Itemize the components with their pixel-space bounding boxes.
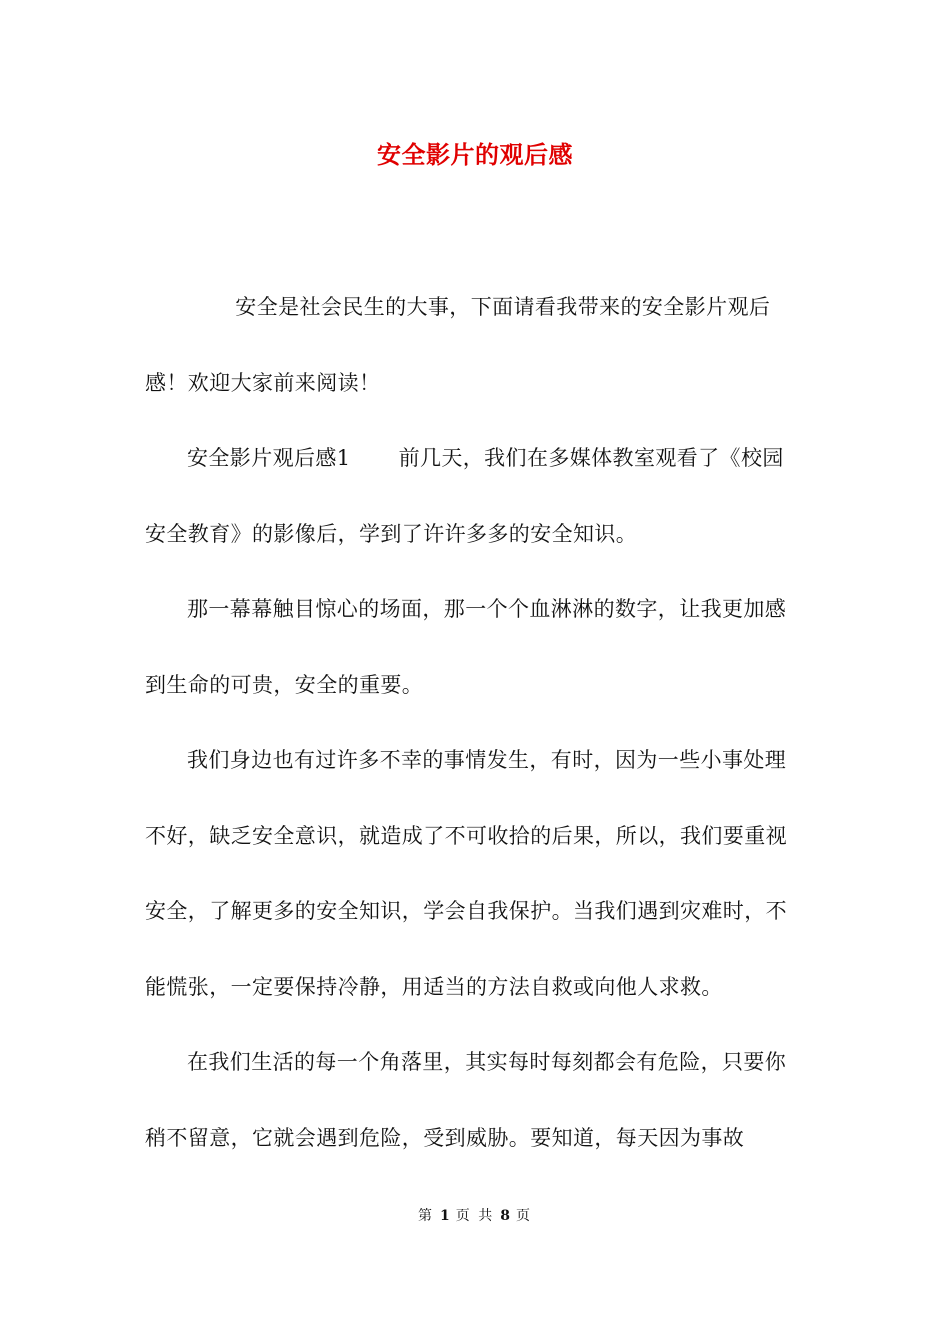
document-title: 安全影片的观后感 [377,140,573,169]
paragraph-4: 在我们生活的每一个角落里，其实每时每刻都会有危险，只要你稍不留意，它就会遇到危险，受到威胁。要知道，每天因为事故 [145,1050,787,1150]
page-footer [0,1206,950,1226]
footer-middle: 页 共 [455,1208,495,1224]
paragraph-1: 前几天，我们在多媒体教室观看了《校园安全教育》的影像后，学到了许许多多的安全知识。 [145,446,784,546]
section-paragraph [145,421,805,572]
paragraph-3: 我们身边也有过许多不幸的事情发生，有时，因为一些小事处理不好，缺乏安全意识，就造成了不可收拾的后果，所以，我们要重视安全，了解更多的安全知识，学会自我保护。当我们遇到灾难时，不能慌张，一定要保持冷静，用适当的方法自救或向他人求救。 [145,748,787,999]
footer-prefix: 第 [418,1208,435,1224]
footer-current-page: 1 [440,1208,450,1224]
footer-total-pages: 8 [500,1208,510,1224]
paragraph-2: 那一幕幕触目惊心的场面，那一个个血淋淋的数字，让我更加感到生命的可贵，安全的重要。 [145,597,787,697]
section-heading: 安全影片观后感1 [187,446,351,470]
footer-suffix: 页 [515,1208,532,1224]
intro-paragraph: 安全是社会民生的大事，下面请看我带来的安全影片观后感！欢迎大家前来阅读！ [145,295,771,395]
document-body [145,270,805,1176]
